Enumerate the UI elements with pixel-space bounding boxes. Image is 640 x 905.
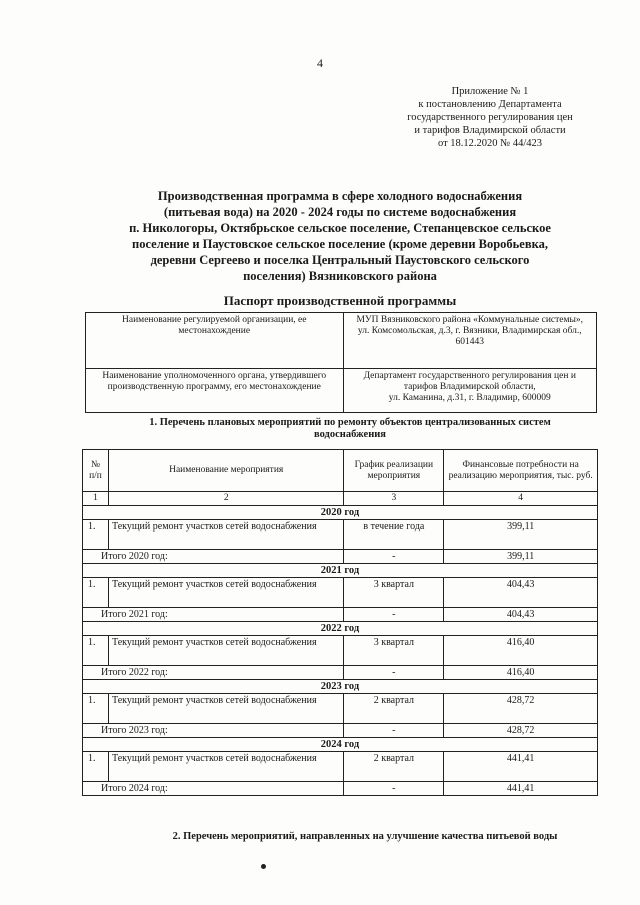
table-row <box>83 520 598 550</box>
passport-value-line: ул. Комсомольская, д.3, г. Вязники, Владимирская обл., 601443 <box>357 326 582 347</box>
year-label: 2021 год <box>83 564 598 578</box>
event-name: Текущий ремонт участков сетей водоснабжения <box>108 694 343 724</box>
page-number: 4 <box>317 56 323 70</box>
column-index: 1 <box>83 492 109 506</box>
total-amount: 399,11 <box>444 550 598 564</box>
year-label: 2022 год <box>83 622 598 636</box>
passport-table <box>85 312 597 413</box>
row-number: 1. <box>83 578 109 608</box>
passport-value <box>343 313 597 369</box>
event-name: Текущий ремонт участков сетей водоснабжения <box>108 752 343 782</box>
title-line: поселения) Вязниковского района <box>243 269 437 283</box>
title-line: (питьевая вода) на 2020 - 2024 годы по системе водоснабжения <box>163 205 517 219</box>
header-schedule: График реализации мероприятия <box>344 450 444 492</box>
event-amount: 428,72 <box>444 694 598 724</box>
passport-row <box>86 313 597 369</box>
event-schedule: 2 квартал <box>344 694 444 724</box>
total-row <box>83 550 598 564</box>
header-name: Наименование мероприятия <box>108 450 343 492</box>
total-amount: 428,72 <box>444 724 598 738</box>
year-label: 2020 год <box>83 506 598 520</box>
year-label: 2023 год <box>83 680 598 694</box>
passport-value-line: ул. Каманина, д.31, г. Владимир, 600009 <box>388 393 551 403</box>
event-amount: 404,43 <box>444 578 598 608</box>
passport-label: Наименование уполномоченного органа, утвердившего производственную программу, его местонахождение <box>86 369 344 413</box>
total-schedule: - <box>344 666 444 680</box>
year-row <box>83 622 598 636</box>
total-label: Итого 2024 год: <box>83 782 344 796</box>
year-row <box>83 506 598 520</box>
total-label: Итого 2020 год: <box>83 550 344 564</box>
section1-title: 1. Перечень плановых мероприятий по ремонту объектов централизованных систем водоснабжения <box>149 417 551 440</box>
title-line: поселение и Паустовское сельское поселение (кроме деревни Воробьевка, <box>132 237 548 251</box>
event-name: Текущий ремонт участков сетей водоснабжения <box>108 578 343 608</box>
year-row <box>83 564 598 578</box>
event-schedule: в течение года <box>344 520 444 550</box>
total-label: Итого 2023 год: <box>83 724 344 738</box>
event-schedule: 2 квартал <box>344 752 444 782</box>
row-number: 1. <box>83 694 109 724</box>
total-row <box>83 608 598 622</box>
table-header-row <box>83 450 598 492</box>
appendix-line: и тарифов Владимирской области <box>414 125 566 136</box>
total-amount: 404,43 <box>444 608 598 622</box>
header-finance: Финансовые потребности на реализацию мероприятия, тыс. руб. <box>444 450 598 492</box>
event-amount: 399,11 <box>444 520 598 550</box>
event-name: Текущий ремонт участков сетей водоснабжения <box>108 520 343 550</box>
event-amount: 416,40 <box>444 636 598 666</box>
table-row <box>83 694 598 724</box>
total-label: Итого 2021 год: <box>83 608 344 622</box>
year-row <box>83 680 598 694</box>
column-index: 4 <box>444 492 598 506</box>
total-amount: 416,40 <box>444 666 598 680</box>
column-index: 2 <box>108 492 343 506</box>
year-row <box>83 738 598 752</box>
passport-row <box>86 369 597 413</box>
table-row <box>83 578 598 608</box>
passport-title: Паспорт производственной программы <box>223 293 457 308</box>
appendix-block <box>380 85 600 150</box>
row-number: 1. <box>83 520 109 550</box>
total-row <box>83 782 598 796</box>
total-label: Итого 2022 год: <box>83 666 344 680</box>
total-schedule: - <box>344 724 444 738</box>
header-number: № п/п <box>83 450 109 492</box>
total-row <box>83 724 598 738</box>
event-name: Текущий ремонт участков сетей водоснабжения <box>108 636 343 666</box>
total-amount: 441,41 <box>444 782 598 796</box>
appendix-line: от 18.12.2020 № 44/423 <box>437 138 542 149</box>
appendix-line: Приложение № 1 <box>451 86 529 97</box>
event-amount: 441,41 <box>444 752 598 782</box>
document-title <box>90 188 590 284</box>
title-line: деревни Сергеево и поселка Центральный Паустовского сельского <box>150 253 530 267</box>
total-schedule: - <box>344 782 444 796</box>
appendix-line: к постановлению Департамента <box>418 99 562 110</box>
table-row <box>83 752 598 782</box>
title-line: Производственная программа в сфере холодного водоснабжения <box>157 189 523 203</box>
row-number: 1. <box>83 752 109 782</box>
section2-title: 2. Перечень мероприятий, направленных на улучшение качества питьевой воды <box>172 831 558 842</box>
year-label: 2024 год <box>83 738 598 752</box>
total-row <box>83 666 598 680</box>
appendix-line: государственного регулирования цен <box>407 112 573 123</box>
title-line: п. Никологоры, Октябрьское сельское поселение, Степанцевское сельское <box>129 221 551 235</box>
event-schedule: 3 квартал <box>344 578 444 608</box>
total-schedule: - <box>344 550 444 564</box>
column-index: 3 <box>344 492 444 506</box>
passport-label: Наименование регулируемой организации, ее местонахождение <box>86 313 344 369</box>
total-schedule: - <box>344 608 444 622</box>
table-row <box>83 636 598 666</box>
passport-value <box>343 369 597 413</box>
column-index-row <box>83 492 598 506</box>
passport-value-line: Департамент государственного регулирования цен и тарифов Владимирской области, <box>363 371 576 392</box>
row-number: 1. <box>83 636 109 666</box>
passport-value-line: МУП Вязниковского района «Коммунальные системы», <box>356 315 584 325</box>
event-schedule: 3 квартал <box>344 636 444 666</box>
events-table <box>82 449 598 796</box>
scan-speck <box>261 864 266 869</box>
